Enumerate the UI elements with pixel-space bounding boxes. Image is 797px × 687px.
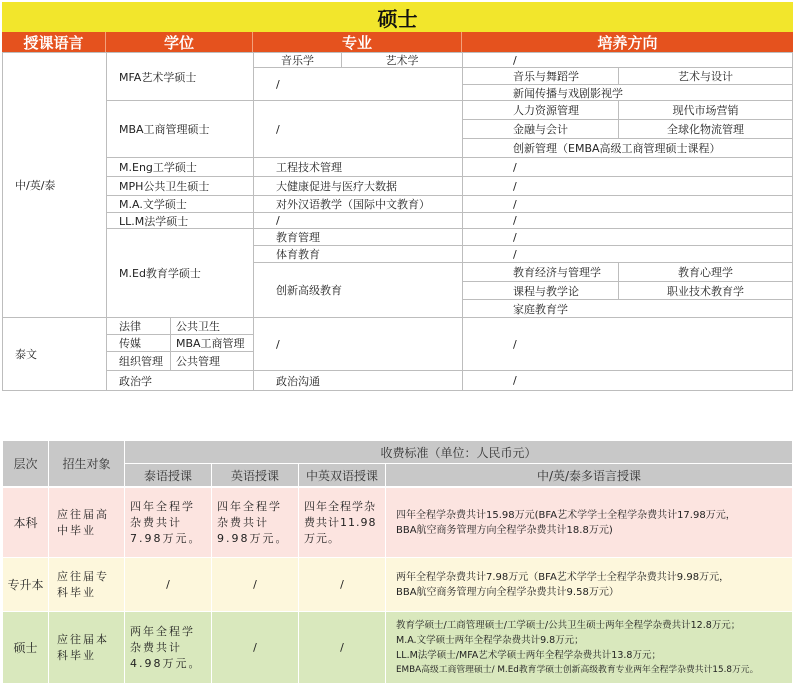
direction-cell: 艺术与设计 [618,67,793,85]
header-language: 授课语言 [2,32,106,52]
direction-cell: 教育心理学 [618,262,793,282]
target-cell: 应往届高中毕业 [48,487,125,558]
direction-cell: / [462,52,793,68]
major-cell: / [253,212,463,229]
fee-bilingual-cell: 四年全程学杂费共计11.98万元。 [298,487,386,558]
major-cell: 体育教育 [253,245,463,263]
fee-line: 教育学硕士/工商管理硕士/工学硕士/公共卫生硕士两年全程学杂费共计12.8万元； [396,619,741,631]
direction-cell: / [462,228,793,246]
degree-cell: M.Ed教育学硕士 [106,228,254,318]
target-cell: 应往届专科毕业 [48,557,125,612]
header-thai: 泰语授课 [124,463,212,487]
target-cell: 应往届本科毕业 [48,611,125,684]
header-fee-standard: 收费标准（单位：人民币元） [124,440,793,464]
major-cell: 政治沟通 [253,370,463,391]
degree-cell: LL.M法学硕士 [106,212,254,229]
level-cell: 本科 [2,487,49,558]
header-multilingual: 中/英/泰多语言授课 [385,463,793,487]
header-target: 招生对象 [48,440,125,487]
major-cell: 音乐学 [253,52,342,68]
direction-cell: / [462,157,793,177]
direction-cell: 创新管理（EMBA高级工商管理硕士课程） [462,138,793,158]
header-english: 英语授课 [211,463,299,487]
language-cell: 中/英/泰 [2,52,107,318]
major-cell: 教育管理 [253,228,463,246]
degree-cell: 传媒 [106,334,171,352]
fee-multilingual-cell [385,487,793,558]
fee-english-cell: / [211,557,299,612]
direction-cell: / [462,245,793,263]
degree-cell: 政治学 [106,370,254,391]
degree-cell: M.Eng工学硕士 [106,157,254,177]
degree-cell: MBA工商管理硕士 [106,100,254,158]
fee-bilingual-cell: / [298,611,386,684]
fee-line: EMBA高级工商管理硕士/ M.Ed教育学硕士创新高级教育专业两年全程学杂费共计15.8万元。 [396,664,759,675]
fee-thai-cell: 两年全程学杂费共计4.98万元。 [124,611,212,684]
direction-cell: / [462,176,793,196]
fee-english-cell: / [211,611,299,684]
major-cell: / [253,100,463,158]
direction-cell: 职业技术教育学 [618,281,793,300]
direction-cell: 全球化物流管理 [618,119,793,139]
direction-cell: 家庭教育学 [462,299,793,318]
major-cell: 对外汉语教学（国际中文教育） [253,195,463,213]
direction-cell: 金融与会计 [462,119,619,139]
fee-english-cell: 四年全程学杂费共计9.98万元。 [211,487,299,558]
fee-line: 两年全程学杂费共计7.98万元（BFA艺术学学士全程学杂费共计9.98万元， [396,571,730,583]
major-cell: 创新高级教育 [253,262,463,318]
fee-multilingual-cell [385,611,793,684]
direction-cell: 新闻传播与戏剧影视学 [462,84,793,101]
direction-cell: 音乐与舞蹈学 [462,67,619,85]
degree-cell: 组织管理 [106,351,171,371]
fee-multilingual-cell [385,557,793,612]
direction-cell: 教育经济与管理学 [462,262,619,282]
fee-thai-cell: / [124,557,212,612]
level-cell: 硕士 [2,611,49,684]
table-title: 硕士 [2,2,793,32]
direction-cell: / [462,317,793,371]
direction-cell: / [462,370,793,391]
fee-line: LL.M法学硕士/MFA艺术学硕士两年全程学杂费共计13.8万元； [396,649,661,661]
degree-cell: 公共卫生 [170,317,254,335]
degree-cell: MPH公共卫生硕士 [106,176,254,196]
degree-cell: MFA艺术学硕士 [106,52,254,101]
header-direction: 培养方向 [462,32,793,52]
degree-cell: MBA工商管理 [170,334,254,352]
fee-line: BBA航空商务管理方向全程学杂费共计18.8万元) [396,524,613,536]
header-degree: 学位 [106,32,253,52]
fee-thai-cell: 四年全程学杂费共计7.98万元。 [124,487,212,558]
header-major: 专业 [253,32,462,52]
direction-cell: / [462,195,793,213]
fee-bilingual-cell: / [298,557,386,612]
degree-cell: 公共管理 [170,351,254,371]
direction-cell: 现代市场营销 [618,100,793,120]
fee-line: 四年全程学杂费共计15.98万元(BFA艺术学学士全程学杂费共计17.98万元， [396,509,736,521]
header-bilingual: 中英双语授课 [298,463,386,487]
major-cell: 艺术学 [341,52,463,68]
language-cell: 泰文 [2,317,107,391]
level-cell: 专升本 [2,557,49,612]
fee-line: BBA航空商务管理方向全程学杂费共计9.58万元） [396,586,619,598]
major-cell: 工程技术管理 [253,157,463,177]
degree-cell: 法律 [106,317,171,335]
fee-line: M.A.文学硕士两年全程学杂费共计9.8万元； [396,634,584,646]
header-level: 层次 [2,440,49,487]
major-cell: 大健康促进与医疗大数据 [253,176,463,196]
direction-cell: / [462,212,793,229]
degree-cell: M.A.文学硕士 [106,195,254,213]
major-cell: / [253,67,463,101]
direction-cell: 课程与教学论 [462,281,619,300]
major-cell: / [253,317,463,371]
direction-cell: 人力资源管理 [462,100,619,120]
